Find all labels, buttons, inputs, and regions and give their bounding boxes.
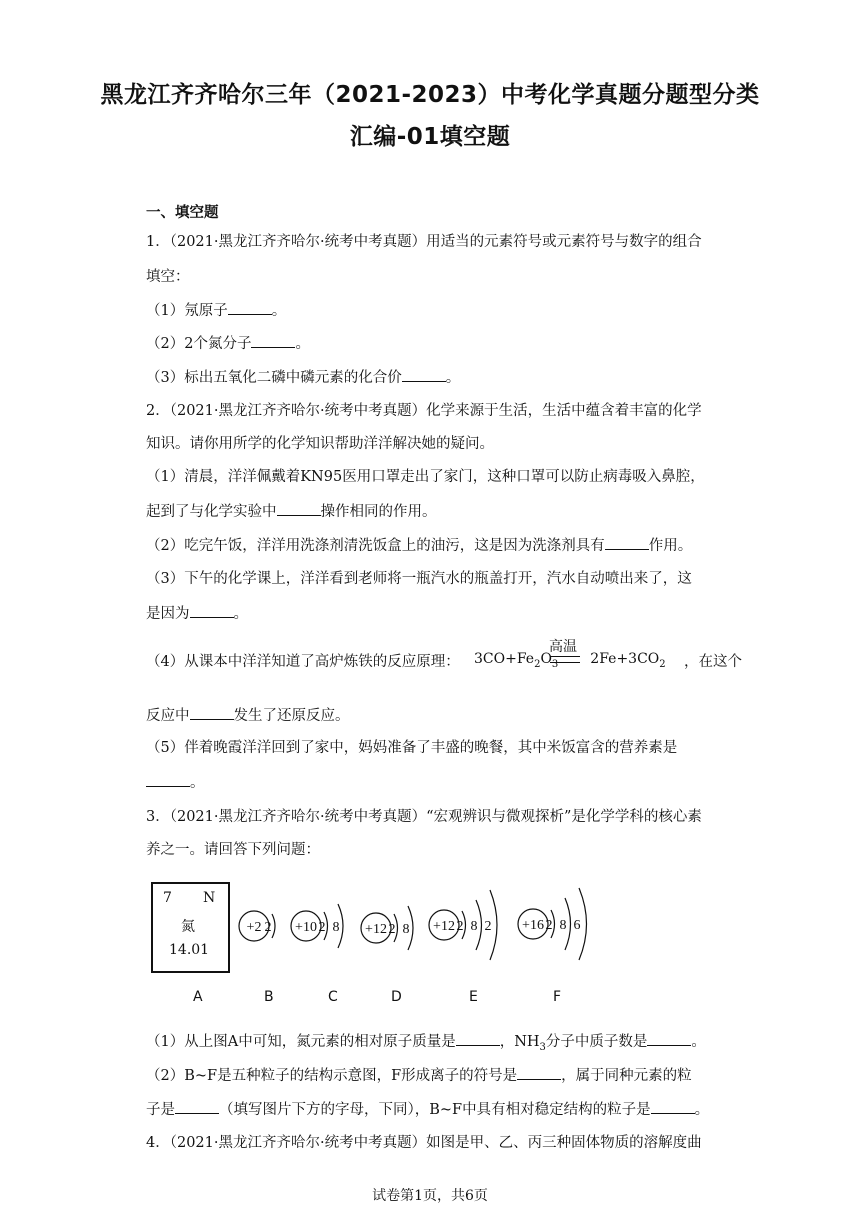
document-title-line2: 汇编-01填空题 [349, 124, 511, 150]
q1-sub3-text: （3）标出五氧化二磷中磷元素的化合价 [146, 370, 402, 386]
figure-label-a: A [193, 989, 203, 1005]
q1-sub2-end: 。 [295, 336, 310, 352]
element-symbol: N [203, 890, 216, 906]
answer-blank[interactable] [605, 535, 649, 550]
q2-sub4-line1: （4）从课本中洋洋知道了高炉炼铁的反应原理： [146, 654, 460, 670]
nucleus-label-f: +16 [522, 918, 544, 933]
electrons-e1: 2 [456, 919, 464, 934]
electrons-e2: 8 [470, 919, 478, 934]
q1-line2: 填空： [146, 269, 190, 285]
document-title-line1: 黑龙江齐齐哈尔三年（2021-2023）中考化学真题分题型分类 [100, 82, 760, 108]
electrons-d1: 2 [388, 922, 396, 937]
q3-sub1-end: 。 [691, 1034, 706, 1050]
electrons-f3: 6 [573, 918, 581, 933]
q2-sub4-tail: ，在这个 [684, 654, 742, 670]
q3-sub2-line2 [146, 1099, 709, 1120]
answer-blank[interactable] [517, 1065, 561, 1080]
q3-sub2-l2-mid: （填写图片下方的字母，下同），B~F中具有相对稳定结构的粒子是 [219, 1102, 651, 1118]
chemical-equation [474, 636, 694, 686]
q3-line2: 养之一。请回答下列问题： [146, 842, 320, 858]
figure-label-f: F [553, 989, 562, 1005]
section-heading: 一、填空题 [146, 205, 219, 221]
q3-sub1-mid: 分子中质子数是 [545, 1034, 648, 1050]
answer-blank[interactable] [402, 367, 446, 382]
figure-label-c: C [328, 989, 338, 1005]
nucleus-label-d: +12 [365, 922, 387, 937]
q3-sub1-sub: 3 [539, 1041, 546, 1053]
q1-sub1 [146, 300, 286, 321]
q1-sub3 [146, 367, 460, 388]
q3-sub2-l2-text: 子是 [146, 1102, 175, 1118]
eq-lhs2: O [540, 651, 552, 667]
q2-line1: 2．（2021·黑龙江齐齐哈尔·统考中考真题）化学来源于生活，生活中蕴含着丰富的化学 [146, 403, 702, 419]
electrons-d2: 8 [402, 922, 410, 937]
q2-sub4-line2 [146, 705, 350, 726]
q1-sub2 [146, 333, 310, 354]
q1-line1: 1．（2021·黑龙江齐齐哈尔·统考中考真题）用适当的元素符号或元素符号与数字的组合 [146, 234, 702, 250]
eq-rhs1: 2Fe+3CO [590, 651, 660, 667]
q3-sub1-nh: ，NH [499, 1034, 540, 1050]
electrons-e3: 2 [484, 919, 492, 934]
electrons-c1: 2 [318, 920, 326, 935]
reaction-condition: 高温 [549, 639, 577, 655]
figure-label-b: B [264, 989, 274, 1005]
q1-sub3-end: 。 [445, 370, 461, 386]
answer-blank[interactable] [277, 501, 321, 516]
q2-sub3-line2 [146, 603, 248, 624]
q4-line1: 4．（2021·黑龙江齐齐哈尔·统考中考真题）如图是甲、乙、丙三种固体物质的溶解度曲 [146, 1135, 702, 1151]
nucleus-label-b: +2 [246, 920, 262, 935]
q2-sub3-text: 是因为 [146, 606, 190, 622]
q2-sub5-line2 [146, 772, 205, 793]
answer-blank[interactable] [228, 300, 272, 315]
answer-blank[interactable] [175, 1099, 219, 1114]
eq-sub2: 3 [551, 658, 559, 670]
answer-blank[interactable] [190, 603, 234, 618]
eq-sub3: 2 [659, 658, 666, 670]
q3-line1: 3．（2021·黑龙江齐齐哈尔·统考中考真题）“宏观辨识与微观探析”是化学学科的核心素 [146, 809, 702, 825]
q3-sub2-line1 [146, 1065, 692, 1086]
q2-sub3-end: 。 [233, 606, 248, 622]
q2-line2: 知识。请你用所学的化学知识帮助洋洋解决她的疑问。 [146, 436, 494, 452]
nucleus-label-c: +10 [295, 920, 317, 935]
page-footer: 试卷第1页，共6页 [372, 1188, 488, 1204]
q1-sub2-text: （2）2个氮分子 [146, 336, 252, 352]
q2-sub1-line2 [146, 501, 437, 522]
electrons-c2: 8 [332, 920, 340, 935]
figure-label-e: E [469, 989, 478, 1005]
q3-sub1 [146, 1031, 706, 1058]
q2-sub1-end: 操作相同的作用。 [320, 504, 437, 520]
q3-sub1-text: （1）从上图A中可知，氮元素的相对原子质量是 [146, 1034, 456, 1050]
atomic-mass: 14.01 [169, 942, 210, 958]
answer-blank[interactable] [651, 1099, 695, 1114]
q2-sub1-line1: （1）清晨，洋洋佩戴着KN95医用口罩走出了家门，这种口罩可以防止病毒吸入鼻腔， [146, 469, 705, 485]
q2-sub4-text: 反应中 [146, 708, 190, 724]
q3-sub2-text: （2）B~F是五种粒子的结构示意图，F形成离子的符号是 [146, 1068, 518, 1084]
q1-sub1-end: 。 [271, 303, 287, 319]
q3-sub2-tail: ，属于同种元素的粒 [561, 1068, 692, 1084]
q2-sub2-text: （2）吃完午饭，洋洋用洗涤剂清洗饭盒上的油污，这是因为洗涤剂具有 [146, 538, 605, 554]
q1-sub1-text: （1）氖原子 [146, 303, 228, 319]
element-name: 氮 [181, 919, 195, 935]
particle-diagrams [146, 876, 606, 986]
eq-sub1: 2 [534, 658, 541, 670]
shell-b1 [272, 914, 275, 938]
q2-sub4-end: 发生了还原反应。 [233, 708, 350, 724]
q2-sub3-line1: （3）下午的化学课上，洋洋看到老师将一瓶汽水的瓶盖打开，汽水自动喷出来了，这 [146, 571, 692, 587]
q2-sub5-line1: （5）伴着晚霞洋洋回到了家中，妈妈准备了丰盛的晚餐，其中米饭富含的营养素是 [146, 740, 678, 756]
q2-sub2 [146, 535, 692, 556]
nucleus-label-e: +12 [433, 919, 455, 934]
answer-blank[interactable] [190, 705, 234, 720]
q2-sub1-text: 起到了与化学实验中 [146, 504, 277, 520]
figure-label-d: D [391, 989, 402, 1005]
electrons-f1: 2 [545, 918, 553, 933]
atomic-structure-figure [146, 876, 606, 1021]
answer-blank[interactable] [251, 333, 295, 348]
q3-sub2-l2-end: 。 [694, 1102, 710, 1118]
q2-sub5-end: 。 [190, 775, 205, 791]
answer-blank[interactable] [456, 1031, 500, 1046]
q2-sub2-end: 作用。 [648, 538, 693, 554]
equation-formula [474, 651, 666, 670]
atomic-number: 7 [163, 890, 172, 906]
answer-blank[interactable] [146, 772, 190, 787]
answer-blank[interactable] [647, 1031, 691, 1046]
electrons-b1: 2 [264, 920, 272, 935]
eq-lhs1: 3CO+Fe [474, 651, 535, 667]
electrons-f2: 8 [559, 918, 567, 933]
